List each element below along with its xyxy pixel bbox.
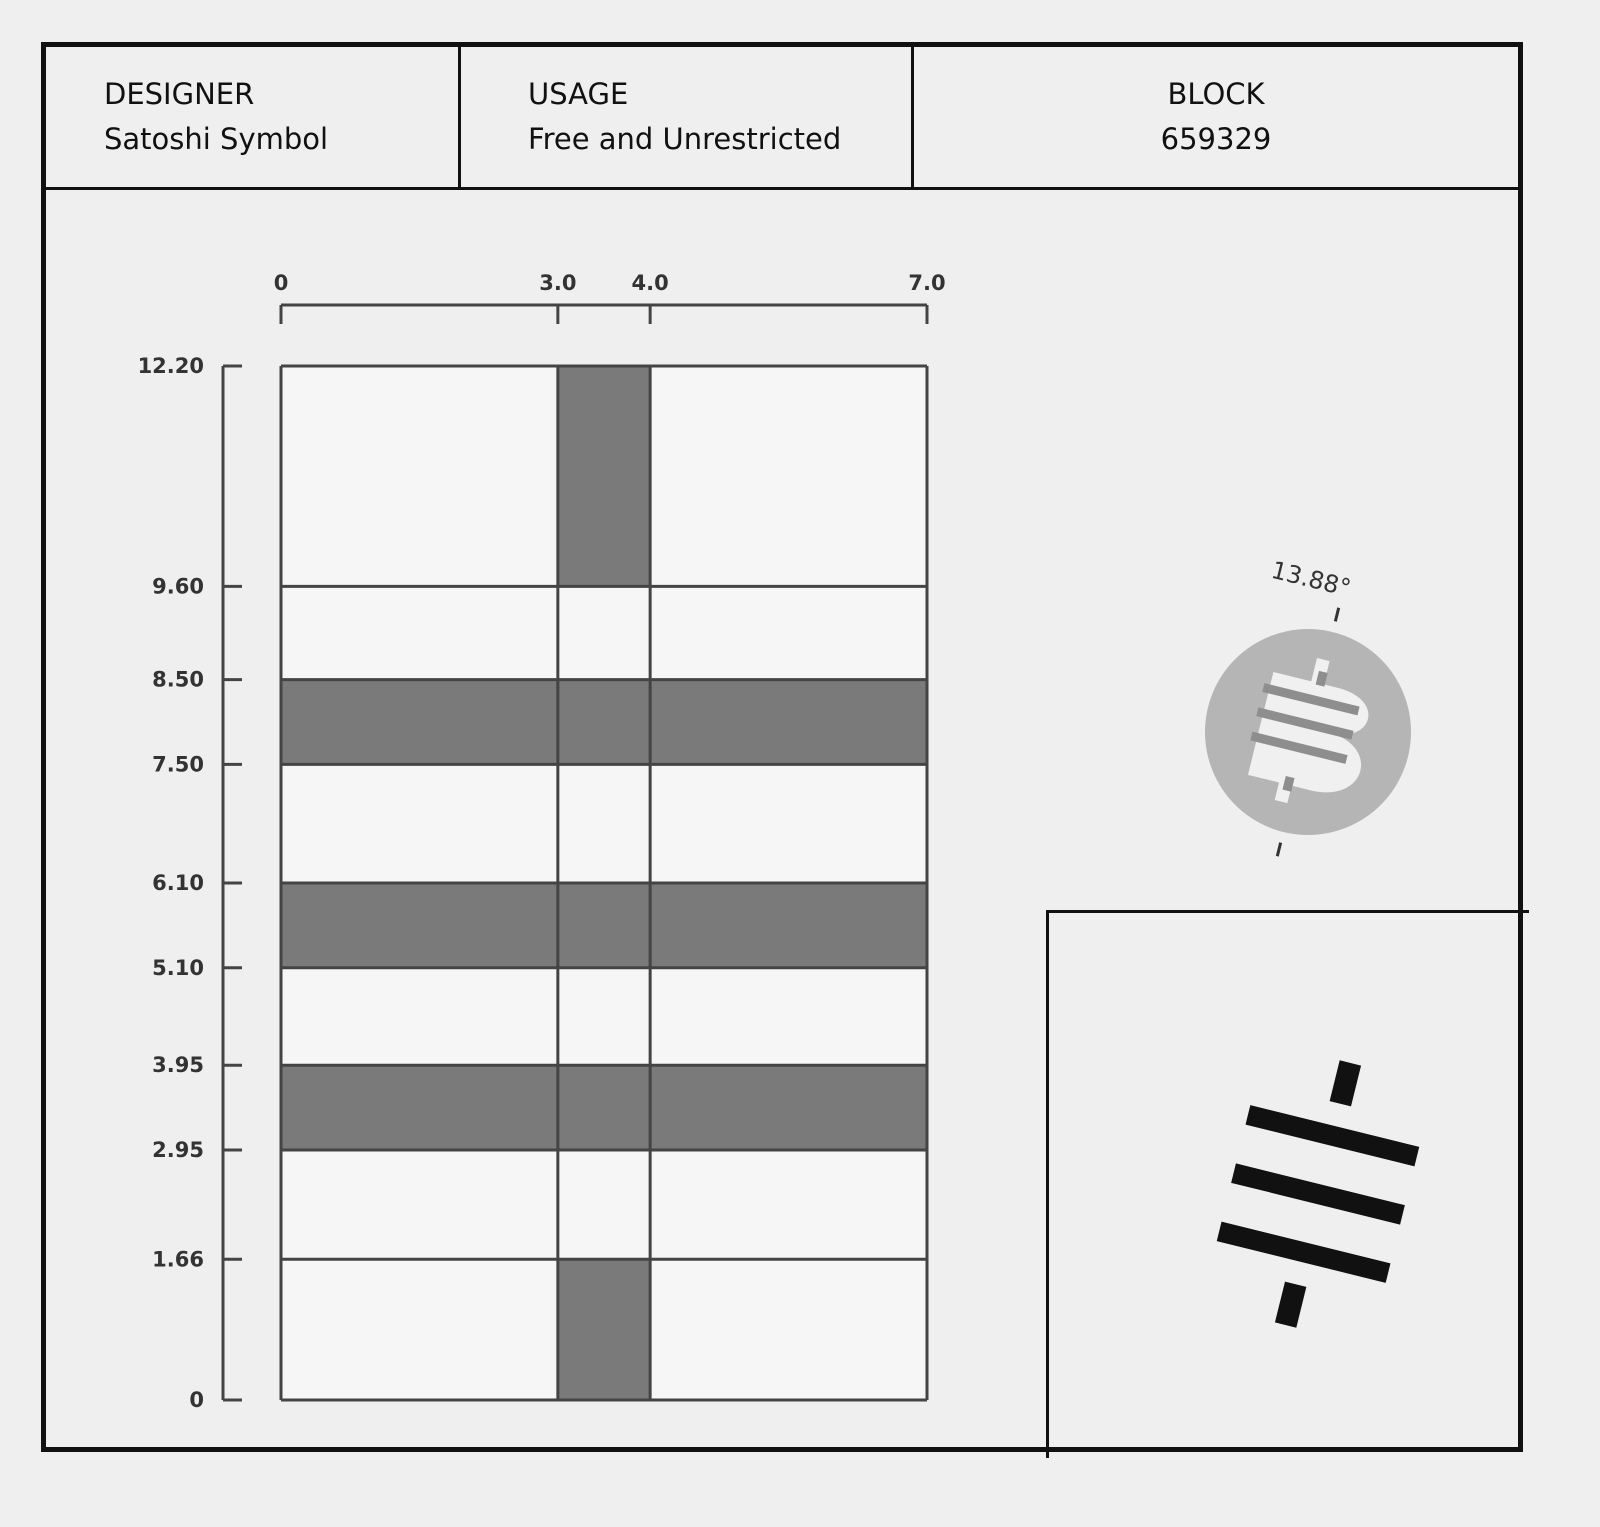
- satoshi-stem-top: [1330, 1060, 1361, 1106]
- y-tick-label-5: 5.10: [152, 955, 204, 980]
- y-tick-label-8: 1.66: [152, 1247, 204, 1272]
- satoshi-stem-bottom: [1275, 1282, 1306, 1328]
- satoshi-bar-middle: [1231, 1163, 1405, 1224]
- y-tick-label-1: 9.60: [152, 574, 204, 599]
- filled-region-1: [281, 680, 927, 765]
- designer-value: Satoshi Symbol: [104, 122, 329, 156]
- usage-title: USAGE: [528, 77, 629, 111]
- satoshi-bar-bottom: [1217, 1222, 1391, 1283]
- designer-title: DESIGNER: [104, 77, 255, 111]
- block-title: BLOCK: [1167, 77, 1265, 111]
- y-dimension-ruler: [138, 354, 242, 1412]
- filled-region-0: [558, 366, 650, 586]
- x-dimension-ruler: [274, 271, 946, 324]
- x-tick-label-1: 3.0: [539, 271, 577, 295]
- y-tick-label-3: 7.50: [152, 752, 204, 777]
- rotated-coin-icon: [1205, 556, 1411, 856]
- rotation-angle-label: 13.88°: [1268, 555, 1354, 603]
- x-tick-label-3: 7.0: [908, 271, 946, 295]
- y-tick-label-4: 6.10: [152, 871, 204, 895]
- y-tick-label-0: 12.20: [137, 354, 204, 378]
- filled-region-2: [281, 883, 927, 968]
- y-tick-label-7: 2.95: [152, 1137, 204, 1162]
- filled-region-4: [558, 1259, 650, 1400]
- x-tick-label-2: 4.0: [631, 271, 669, 295]
- satoshi-bar-top: [1246, 1105, 1420, 1166]
- usage-value: Free and Unrestricted: [528, 122, 842, 156]
- filled-region-3: [281, 1065, 927, 1150]
- x-tick-label-0: 0: [273, 271, 289, 295]
- y-tick-label-2: 8.50: [152, 667, 204, 692]
- satoshi-symbol-icon: [1201, 1042, 1435, 1346]
- y-tick-label-6: 3.95: [152, 1053, 204, 1078]
- y-tick-label-9: 0: [189, 1388, 204, 1412]
- block-value: 659329: [1160, 122, 1272, 156]
